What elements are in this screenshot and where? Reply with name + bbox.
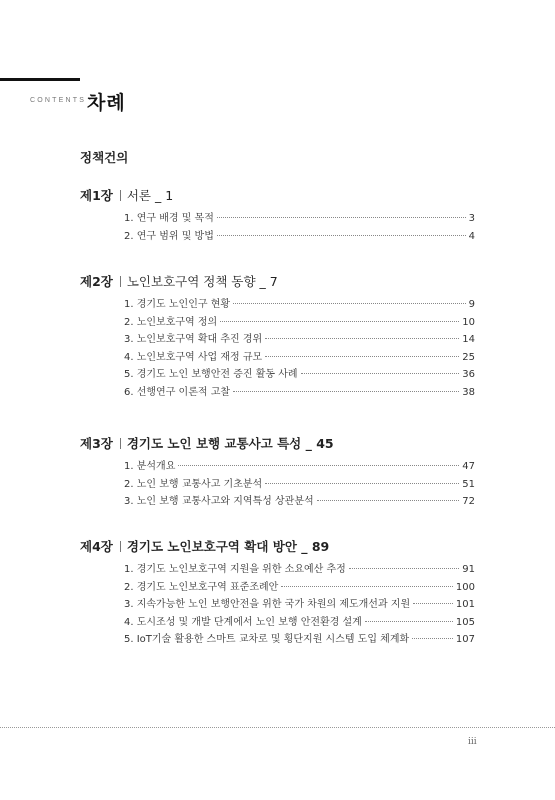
chapter-4 [80,537,475,648]
toc-entry[interactable] [80,365,475,383]
dot-leader [217,217,466,218]
toc-entry-title: 5. 경기도 노인 보행안전 증진 활동 사례 [124,369,298,380]
toc-entry-title: 4. 노인보호구역 사업 재정 규모 [124,351,263,363]
dot-leader [265,338,459,339]
chapter-divider [120,541,121,552]
dot-leader [365,621,453,622]
footer-rule [0,727,555,728]
toc-entry-page: 3 [468,213,475,224]
toc-entry-page: 4 [468,230,475,242]
chapter-title: 경기도 노인보호구역 확대 방안 _ 89 [126,539,330,554]
page-number: iii [468,737,477,747]
toc-entry-title: 1. 연구 배경 및 목적 [124,213,214,224]
chapter-4-heading[interactable] [80,537,475,555]
toc-entry[interactable] [80,295,475,313]
chapter-1-heading[interactable] [80,186,475,204]
toc-entry[interactable] [80,227,475,245]
toc-entry-page: 72 [462,496,475,507]
chapter-divider [120,190,121,201]
toc-entry-title: 3. 노인 보행 교통사고와 지역특성 상관분석 [124,496,314,507]
dot-leader [220,321,459,322]
toc-entry[interactable] [80,560,475,578]
dot-leader [412,638,453,639]
toc-entry-title: 2. 노인 보행 교통사고 기초분석 [124,478,263,490]
dot-leader [217,235,466,236]
chapter-3-heading[interactable] [80,434,475,452]
page-title: 차례 [87,92,126,114]
toc-entry-page: 36 [462,369,475,380]
toc-entry[interactable] [80,492,475,510]
dot-leader [317,500,460,501]
chapter-number: 제2장 [80,274,113,289]
dot-leader [178,465,459,466]
dot-leader [265,356,459,357]
toc-entry-page: 101 [455,599,475,610]
chapter-number: 제4장 [80,539,113,554]
toc-entry-title: 4. 도시조성 및 개발 단계에서 노인 보행 안전환경 설계 [124,616,362,628]
toc-entry-page: 91 [462,564,475,575]
toc-entry-page: 100 [455,581,475,593]
dot-leader [413,603,453,604]
toc-entry[interactable] [80,313,475,331]
toc-entry-title: 3. 노인보호구역 확대 추진 경위 [124,334,263,345]
policy-recommendations-heading[interactable]: 정책건의 [80,150,129,165]
dot-leader [301,373,460,374]
dot-leader [233,391,459,392]
chapter-4-items [80,560,475,648]
toc-entry-title: 1. 분석개요 [124,461,176,472]
toc-entry-page: 9 [468,299,475,310]
toc-entry-title: 1. 경기도 노인보호구역 지원을 위한 소요예산 추정 [124,564,346,575]
toc-entry-page: 105 [455,616,475,628]
chapter-2-items [80,295,475,400]
chapter-1-items [80,209,475,244]
chapter-title: 노인보호구역 정책 동향 _ 7 [126,274,278,289]
toc-entry-title: 2. 경기도 노인보호구역 표준조례안 [124,581,279,593]
toc-entry-page: 38 [462,386,475,398]
toc-entry-title: 5. IoT기술 활용한 스마트 교차로 및 횡단지원 시스템 도입 체계화 [124,634,410,645]
toc-entry[interactable] [80,578,475,596]
toc-entry-page: 10 [462,316,475,328]
toc-entry[interactable] [80,630,475,648]
toc-entry-title: 6. 선행연구 이론적 고찰 [124,386,231,398]
chapter-title: 경기도 노인 보행 교통사고 특성 _ 45 [126,436,334,451]
dot-leader [265,483,459,484]
header-rule [0,78,80,81]
toc-entry-title: 2. 노인보호구역 정의 [124,316,218,328]
chapter-divider [120,276,121,287]
dot-leader [233,303,466,304]
dot-leader [281,586,453,587]
chapter-3-items [80,457,475,510]
toc-entry[interactable] [80,330,475,348]
chapter-3 [80,434,475,510]
chapter-1 [80,186,475,244]
toc-entry-page: 25 [462,351,475,363]
toc-entry[interactable] [80,613,475,631]
toc-entry-page: 51 [462,478,475,490]
toc-entry-title: 2. 연구 범위 및 방법 [124,230,214,242]
chapter-title: 서론 _ 1 [126,188,174,203]
toc-entry[interactable] [80,348,475,366]
dot-leader [349,568,459,569]
toc-entry-page: 14 [462,334,475,345]
toc-entry-title: 1. 경기도 노인인구 현황 [124,299,231,310]
toc-entry[interactable] [80,457,475,475]
toc-entry-page: 107 [455,634,475,645]
toc-entry[interactable] [80,595,475,613]
chapter-divider [120,438,121,449]
toc-entry-page: 47 [462,461,475,472]
chapter-2-heading[interactable] [80,272,475,290]
toc-entry-title: 3. 지속가능한 노인 보행안전을 위한 국가 차원의 제도개선과 지원 [124,599,411,610]
toc-entry[interactable] [80,475,475,493]
chapter-number: 제3장 [80,436,113,451]
chapter-number: 제1장 [80,188,113,203]
toc-entry[interactable] [80,383,475,401]
toc-entry[interactable] [80,209,475,227]
chapter-2 [80,272,475,400]
contents-label: CONTENTS [30,97,87,104]
